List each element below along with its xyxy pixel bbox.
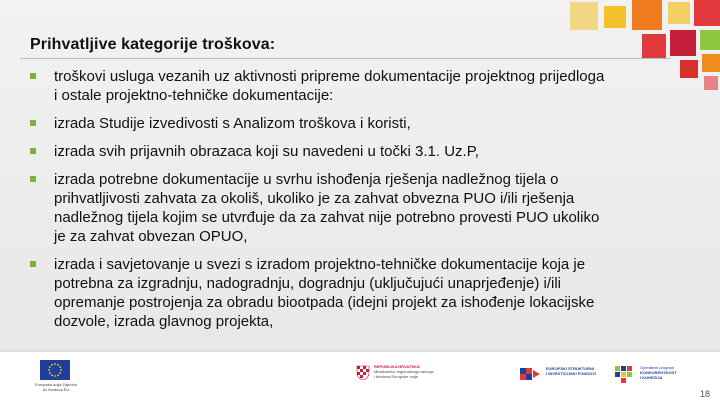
op-line: I KOHEZIJA xyxy=(640,375,663,380)
op-line: KONKURENTNOST xyxy=(640,370,677,375)
bullet-marker xyxy=(30,120,36,126)
bullet-marker xyxy=(30,148,36,154)
deco-square xyxy=(642,34,666,58)
deco-square xyxy=(670,30,696,56)
op-logo-icon xyxy=(613,364,637,384)
esi-line: I INVESTICIJSKI FONDOVI xyxy=(546,371,597,376)
bullet-marker xyxy=(30,261,36,267)
bullet-item xyxy=(30,114,680,133)
bullet-line: prihvatljivosti zahvata za okoliš, ukoliko je za zahvat obvezna PUO i/ili rješenja xyxy=(54,190,575,207)
ministry-text xyxy=(374,364,466,379)
deco-square xyxy=(632,0,662,30)
title-divider xyxy=(20,58,670,59)
bullet-line: izrada potrebne dokumentacije u svrhu ishođenja rješenja nadležnog tijela o xyxy=(54,171,559,188)
esi-funds-text xyxy=(546,366,602,376)
op-line: Operativni program xyxy=(640,365,675,370)
bullet-line: izrada i savjetovanje u svezi s izradom projektno-tehničke dokumentacije koja je xyxy=(54,256,586,273)
deco-square xyxy=(704,76,718,90)
deco-square xyxy=(700,30,720,50)
deco-square xyxy=(604,6,626,28)
esi-line: EUROPSKI STRUKTURNI xyxy=(546,366,595,371)
ministry-line: REPUBLIKA HRVATSKA xyxy=(374,364,420,369)
bullet-line: potrebna za izgradnju, nadogradnju, dogradnju (uključujući unaprjeđenje) i/ili xyxy=(54,275,561,292)
slide-title: Prihvatljive kategorije troškova: xyxy=(30,36,276,53)
eu-caption: Europska unija Zajedno do fondova EU xyxy=(34,382,78,392)
bullet-line: troškovi usluga vezanih uz aktivnosti pripreme dokumentacije projektnog prijedloga xyxy=(54,68,605,85)
deco-square xyxy=(694,0,720,26)
bullet-list xyxy=(30,67,680,340)
bullet-line: i ostale projektno-tehničke dokumentacije: xyxy=(54,87,334,104)
esi-funds-logo-icon xyxy=(518,366,542,382)
eu-flag-icon xyxy=(40,360,70,380)
bullet-line: je za zahvat obvezan OPUO, xyxy=(54,228,248,245)
bullet-marker xyxy=(30,176,36,182)
croatia-coat-of-arms-icon xyxy=(356,364,370,380)
bullet-line: nadležnog tijela kojim se utvrđuje da za zahvat nije potrebno provesti PUO ukoliko xyxy=(54,209,600,226)
op-text xyxy=(640,365,700,380)
bullet-line: dozvole, izrada glavnog projekta, xyxy=(54,313,274,330)
bullet-item xyxy=(30,142,680,161)
deco-square xyxy=(702,54,720,72)
deco-square xyxy=(680,60,698,78)
bullet-line: izrada Studije izvedivosti s Analizom troškova i koristi, xyxy=(54,115,411,132)
deco-square xyxy=(570,2,598,30)
bullet-line: opremanje postrojenja za obradu biootpada (idejni projekt za ishođenje lokacijske xyxy=(54,294,595,311)
page-number: 18 xyxy=(699,389,710,399)
ministry-line: i fondova Europske unije xyxy=(374,374,418,379)
bullet-line: izrada svih prijavnih obrazaca koji su navedeni u točki 3.1. Uz.P, xyxy=(54,143,479,160)
ministry-line: Ministarstvo regionalnoga razvoja xyxy=(374,369,434,374)
bullet-item xyxy=(30,170,680,246)
bullet-item xyxy=(30,255,680,331)
bullet-item xyxy=(30,67,680,105)
deco-square xyxy=(668,2,690,24)
bullet-marker xyxy=(30,73,36,79)
